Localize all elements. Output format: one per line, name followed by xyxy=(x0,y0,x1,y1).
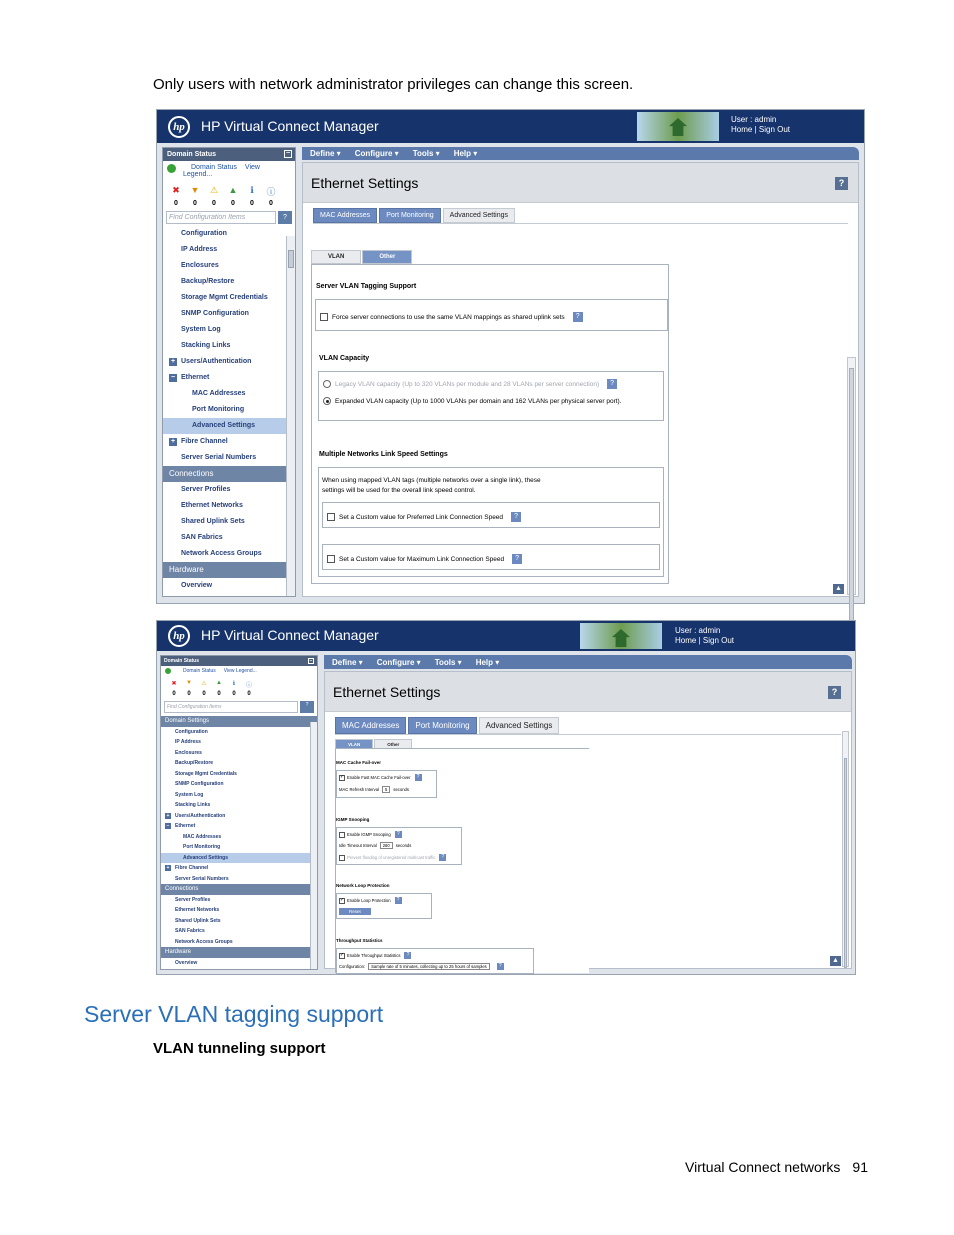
help-icon[interactable]: ? xyxy=(300,701,314,713)
tree-item-label: Stacking Links xyxy=(181,342,231,349)
section-title: Server VLAN tagging support xyxy=(84,1001,384,1027)
tree-item-port-monitoring[interactable] xyxy=(163,402,295,418)
tree-item-label: Ethernet xyxy=(181,374,210,381)
tree-item-ethernet[interactable] xyxy=(161,821,317,832)
house-arrow-icon xyxy=(612,629,630,647)
tree-item-label: Hardware xyxy=(169,565,204,574)
tree-item-server-profiles[interactable] xyxy=(163,482,295,498)
user-box: User : admin Home | Sign Out xyxy=(675,626,735,645)
tree-item-server-serial-numbers[interactable] xyxy=(161,874,317,885)
domain-status-header: Domain Status − xyxy=(161,656,317,666)
intro-text: Only users with network administrator privileges can change this screen. xyxy=(153,76,634,93)
page-header xyxy=(325,672,851,712)
tree-item-san-fabrics[interactable] xyxy=(161,926,317,937)
find-config-input[interactable]: Find Configuration Items xyxy=(164,701,298,713)
main-scrollbar[interactable] xyxy=(842,731,849,967)
tree-item-connections[interactable] xyxy=(161,884,317,895)
minimize-icon[interactable]: − xyxy=(309,658,313,664)
vlan-capacity-label: VLAN Capacity xyxy=(319,355,370,362)
status-icons xyxy=(163,181,295,198)
help-icon[interactable]: ? xyxy=(497,963,504,970)
collapse-icon[interactable]: − xyxy=(170,374,176,381)
menu-configure[interactable]: Configure ▾ xyxy=(354,149,399,158)
scroll-thumb[interactable] xyxy=(288,250,294,268)
help-icon[interactable]: ? xyxy=(828,686,841,699)
nav-tree-items xyxy=(161,727,317,967)
tree-item-configuration[interactable] xyxy=(161,727,317,738)
help-icon[interactable]: ? xyxy=(278,211,292,224)
user-label: User : admin xyxy=(675,626,721,635)
tab-advanced-settings[interactable]: Advanced Settings xyxy=(479,717,560,734)
subtab-other[interactable]: Other xyxy=(374,739,412,750)
tree-item-label: MAC Addresses xyxy=(192,390,246,397)
tree-item-network-access-groups[interactable] xyxy=(163,546,295,562)
tree-item-connections[interactable] xyxy=(163,466,295,482)
idle-timeout-label: Idle Timeout Interval xyxy=(339,843,377,848)
prevent-flood-label: Prevent flooding of unregistered multicast traffic xyxy=(347,855,436,860)
tree-item-enclosures[interactable] xyxy=(163,258,295,274)
vlan-settings-panel xyxy=(311,264,669,584)
enable-igmp-checkbox[interactable] xyxy=(339,832,345,838)
tree-item-label: Hardware xyxy=(165,949,192,955)
tree-item-label: Enclosures xyxy=(175,749,202,756)
maximum-speed-label: Set a Custom value for Maximum Link Connection Speed xyxy=(339,555,505,563)
preferred-speed-box xyxy=(322,502,660,528)
tree-item-shared-uplink-sets[interactable] xyxy=(163,514,295,530)
enable-throughput-label: Enable Throughput Statistics xyxy=(347,953,401,958)
tree-item-overview[interactable] xyxy=(163,578,295,594)
vcm-screenshot-other xyxy=(156,620,856,975)
warning-icon[interactable]: ⚠ xyxy=(209,185,219,195)
help-icon[interactable]: ? xyxy=(511,512,521,522)
igmp-label: IGMP Snooping xyxy=(336,817,370,822)
mac-interval-label: MAC Refresh Interval xyxy=(339,787,380,792)
tree-item-label: SNMP Configuration xyxy=(175,781,224,787)
nav-tree xyxy=(163,226,295,589)
tree-item-label: Port Monitoring xyxy=(192,406,245,413)
tree-item-users-authentication[interactable] xyxy=(163,354,295,370)
major-icon[interactable]: ▼ xyxy=(190,185,200,195)
force-server-checkbox[interactable] xyxy=(320,313,328,321)
tree-item-advanced-settings[interactable] xyxy=(163,418,295,434)
tree-item-hardware[interactable] xyxy=(161,947,317,958)
scroll-top-icon[interactable]: ▲ xyxy=(833,584,844,594)
tree-item-label: Ethernet xyxy=(175,823,196,829)
tree-item-label: Fibre Channel xyxy=(181,438,228,445)
tree-item-san-fabrics[interactable] xyxy=(163,530,295,546)
status-counts: 0 0 0 0 0 0 xyxy=(174,200,273,207)
igmp-box xyxy=(336,827,462,865)
find-config xyxy=(161,701,317,713)
tree-item-label: Ethernet Networks xyxy=(181,502,243,509)
multi-network-box xyxy=(318,467,664,577)
tree-item-label: Overview xyxy=(175,959,198,966)
critical-icon[interactable]: ✖ xyxy=(172,185,180,195)
menu-configure[interactable]: Configure ▾ xyxy=(376,657,421,667)
footer-text: Virtual Connect networks xyxy=(685,1159,841,1175)
tree-item-stacking-links[interactable] xyxy=(163,338,295,354)
tree-item-label: Port Monitoring xyxy=(183,844,221,850)
seconds-label: seconds xyxy=(393,787,409,792)
domain-status-links xyxy=(163,161,295,181)
help-icon[interactable]: ? xyxy=(512,554,522,564)
enable-mac-checkbox[interactable] xyxy=(339,775,345,781)
menu-tools[interactable]: Tools ▾ xyxy=(412,149,440,158)
tree-item-label: Shared Uplink Sets xyxy=(181,518,245,525)
menu-help[interactable]: Help ▾ xyxy=(475,657,500,667)
tree-item-label: Server Profiles xyxy=(175,896,211,903)
tree-item-backup-restore[interactable] xyxy=(163,274,295,290)
preferred-speed-checkbox[interactable] xyxy=(327,513,335,521)
tree-item-snmp-configuration[interactable] xyxy=(161,779,317,790)
app-title: HP Virtual Connect Manager xyxy=(201,627,379,643)
tree-item-label: Advanced Settings xyxy=(183,854,229,861)
multi-network-label: Multiple Networks Link Speed Settings xyxy=(319,451,448,458)
tree-item-mac-addresses[interactable] xyxy=(161,832,317,843)
app-banner xyxy=(157,621,855,651)
vlan-capacity-box xyxy=(318,371,664,421)
enable-throughput-checkbox[interactable] xyxy=(339,953,345,959)
subtab-vlan[interactable]: VLAN xyxy=(311,250,361,264)
tree-item-shared-uplink-sets[interactable] xyxy=(161,916,317,927)
banner-image xyxy=(637,112,719,141)
tree-item-label: Overview xyxy=(181,582,213,589)
menu-help[interactable]: Help ▾ xyxy=(453,149,478,158)
prevent-flood-checkbox[interactable] xyxy=(339,855,345,861)
subsection-title: VLAN tunneling support xyxy=(153,1040,326,1057)
subtab-other[interactable]: Other xyxy=(362,250,412,264)
nav-tree xyxy=(161,716,317,727)
tree-item-label: Users/Authentication xyxy=(175,812,226,819)
advanced-subtabs xyxy=(311,250,412,264)
loop-protection-label: Network Loop Protection xyxy=(336,883,390,888)
tree-item-label: Connections xyxy=(165,886,199,892)
tree-item-label: IP Address xyxy=(175,739,201,745)
help-icon[interactable]: ? xyxy=(835,177,848,190)
config-label: Configuration: xyxy=(339,964,366,969)
tree-item-label: Server Profiles xyxy=(181,486,231,493)
page-title: Ethernet Settings xyxy=(311,175,419,191)
info-icon[interactable]: ℹ xyxy=(250,185,254,195)
find-config-input[interactable]: Find Configuration Items xyxy=(166,211,276,224)
tree-item-label: Configuration xyxy=(181,230,227,237)
enable-igmp-label: Enable IGMP Snooping xyxy=(347,832,391,837)
tree-item-enclosures[interactable] xyxy=(161,748,317,759)
scroll-thumb[interactable] xyxy=(844,758,847,968)
tree-domain-settings[interactable]: Domain Settings xyxy=(161,716,317,727)
menu-bar xyxy=(324,655,852,669)
tree-item-ethernet-networks[interactable] xyxy=(161,905,317,916)
collapse-icon[interactable]: − xyxy=(166,823,170,829)
tree-item-mac-addresses[interactable] xyxy=(163,386,295,402)
main-panel xyxy=(302,162,859,597)
tree-item-system-log[interactable] xyxy=(161,790,317,801)
help-icon[interactable]: ? xyxy=(607,379,617,389)
tree-item-overview[interactable] xyxy=(161,958,317,969)
vcm-screenshot-vlan xyxy=(156,109,865,604)
tree-item-fibre-channel[interactable] xyxy=(161,863,317,874)
minor-icon[interactable]: ▲ xyxy=(228,185,238,195)
app-title: HP Virtual Connect Manager xyxy=(201,118,379,134)
server-tagging-box xyxy=(315,299,668,331)
info-icon[interactable]: ℹ xyxy=(232,681,236,687)
help-icon[interactable]: ? xyxy=(395,897,402,904)
legacy-capacity-label: Legacy VLAN capacity (Up to 320 VLANs per module and 28 VLANs per server connection) xyxy=(335,380,600,388)
tree-item-label: System Log xyxy=(181,326,221,333)
user-box: User : admin Home | Sign Out xyxy=(731,115,791,134)
reset-button[interactable]: Reset xyxy=(339,908,371,915)
minimize-icon[interactable]: − xyxy=(285,150,291,157)
tree-item-port-monitoring[interactable] xyxy=(161,842,317,853)
mac-cache-label: MAC Cache Fail-over xyxy=(336,760,382,765)
tree-item-ip-address[interactable] xyxy=(161,737,317,748)
left-panel xyxy=(162,147,296,597)
loop-protection-box xyxy=(336,893,432,919)
tree-item-label: Network Access Groups xyxy=(181,550,262,557)
server-tagging-label: Server VLAN Tagging Support xyxy=(316,283,417,290)
expand-icon[interactable]: + xyxy=(170,438,176,445)
config-select[interactable]: Sample rate of 5 minutes, collecting up to 25 hours of samples xyxy=(368,963,490,970)
user-label: User : admin xyxy=(731,115,777,124)
domain-status-header: Domain Status − xyxy=(163,148,295,161)
tree-item-label: Storage Mgmt Credentials xyxy=(181,294,268,301)
tab-divider xyxy=(335,734,841,735)
help-icon[interactable]: ? xyxy=(439,854,446,861)
enable-loop-label: Enable Loop Protection xyxy=(347,898,391,903)
help-icon[interactable]: ? xyxy=(573,312,583,322)
enable-loop-checkbox[interactable] xyxy=(339,898,345,904)
menu-define[interactable]: Define ▾ xyxy=(310,149,341,158)
expanded-capacity-radio[interactable] xyxy=(323,397,331,405)
status-icons xyxy=(161,676,317,689)
tree-item-ethernet[interactable] xyxy=(163,370,295,386)
status-counts: 0 0 0 0 0 0 xyxy=(172,691,251,697)
multi-network-desc: When using mapped VLAN tags (multiple networks over a single link), these xyxy=(322,477,541,484)
tree-item-label: Shared Uplink Sets xyxy=(175,917,221,924)
multi-network-desc-2: settings will be used for the overall link speed control. xyxy=(322,487,476,494)
tree-item-label: Server Serial Numbers xyxy=(181,454,257,461)
unknown-icon[interactable]: ⓘ xyxy=(266,187,276,197)
left-scrollbar[interactable] xyxy=(286,236,295,596)
scroll-top-icon[interactable]: ▲ xyxy=(830,956,841,966)
view-legend-link[interactable]: View Legend... xyxy=(183,164,260,178)
hp-logo-icon: hp xyxy=(168,116,190,138)
help-icon[interactable]: ? xyxy=(395,831,402,838)
subtab-vlan[interactable]: VLAN xyxy=(335,739,373,750)
tree-item-advanced-settings[interactable] xyxy=(161,853,317,864)
hp-logo-icon: hp xyxy=(168,625,190,647)
tree-item-users-authentication[interactable] xyxy=(161,811,317,822)
tree-item-storage-mgmt-credentials[interactable] xyxy=(161,769,317,780)
tree-item-label: Backup/Restore xyxy=(175,760,214,766)
tree-item-label: SNMP Configuration xyxy=(181,310,249,317)
tab-port-monitoring[interactable]: Port Monitoring xyxy=(379,208,440,223)
tab-mac-addresses[interactable]: MAC Addresses xyxy=(313,208,377,223)
left-panel xyxy=(160,655,318,970)
maximum-speed-box xyxy=(322,544,660,570)
unknown-icon[interactable]: ⓘ xyxy=(245,683,252,689)
enable-mac-label: Enable Fast MAC Cache Fail-over xyxy=(347,775,411,780)
tree-item-label: Ethernet Networks xyxy=(175,907,220,913)
tree-item-label: System Log xyxy=(175,791,204,798)
find-config xyxy=(163,211,295,224)
tab-divider xyxy=(313,223,848,224)
throughput-box xyxy=(336,948,534,974)
tab-port-monitoring[interactable]: Port Monitoring xyxy=(408,717,476,734)
minor-icon[interactable]: ▲ xyxy=(216,680,222,686)
seconds-label: seconds xyxy=(395,843,412,848)
expand-icon[interactable]: + xyxy=(170,358,176,365)
throughput-label: Throughput Statistics xyxy=(336,938,383,943)
help-icon[interactable]: ? xyxy=(404,952,411,959)
menu-define[interactable]: Define ▾ xyxy=(332,657,363,667)
tree-item-label: Configuration xyxy=(175,728,208,735)
banner-image xyxy=(580,623,662,649)
expanded-capacity-label: Expanded VLAN capacity (Up to 1000 VLANs per domain and 162 VLANs per physical server port). xyxy=(335,397,622,405)
warning-icon[interactable]: ⚠ xyxy=(201,681,207,687)
tree-item-label: Backup/Restore xyxy=(181,278,235,285)
settings-tabs xyxy=(313,208,515,223)
menu-tools[interactable]: Tools ▾ xyxy=(434,657,462,667)
domain-status-links xyxy=(161,666,317,676)
domain-status-link[interactable]: Domain Status xyxy=(191,164,237,171)
house-arrow-icon xyxy=(669,118,687,136)
preferred-speed-label: Set a Custom value for Preferred Link Connection Speed xyxy=(339,513,504,521)
tree-item-label: MAC Addresses xyxy=(183,833,222,840)
menu-bar xyxy=(302,147,859,160)
page-title: Ethernet Settings xyxy=(333,684,441,700)
tree-item-ethernet-networks[interactable] xyxy=(163,498,295,514)
tree-item-label: Advanced Settings xyxy=(192,422,256,429)
tree-item-backup-restore[interactable] xyxy=(161,758,317,769)
other-settings-panel xyxy=(335,748,589,973)
tree-item-label: Fibre Channel xyxy=(175,865,209,871)
tree-item-snmp-configuration[interactable] xyxy=(163,306,295,322)
tree-item-label: IP Address xyxy=(181,246,218,253)
force-server-label: Force server connections to use the same VLAN mappings as shared uplink sets xyxy=(332,313,565,321)
critical-icon[interactable]: ✖ xyxy=(171,681,177,687)
tree-item-label: Storage Mgmt Credentials xyxy=(175,770,237,777)
main-panel xyxy=(324,671,852,969)
home-link[interactable]: Home xyxy=(731,125,753,134)
home-link[interactable]: Home xyxy=(675,636,697,645)
tree-item-fibre-channel[interactable] xyxy=(163,434,295,450)
tree-item-system-log[interactable] xyxy=(163,322,295,338)
main-scrollbar[interactable] xyxy=(847,357,856,595)
tree-item-server-profiles[interactable] xyxy=(161,895,317,906)
tree-item-label: Connections xyxy=(169,469,214,478)
page-header xyxy=(303,163,858,203)
tree-item-label: Users/Authentication xyxy=(181,358,252,365)
help-icon[interactable]: ? xyxy=(415,774,422,781)
expand-icon[interactable]: + xyxy=(166,812,170,819)
page-footer xyxy=(685,1159,868,1175)
tree-item-label: SAN Fabrics xyxy=(181,534,223,541)
domain-status-link[interactable]: Domain Status xyxy=(183,668,216,674)
sign-out-link[interactable]: Sign Out xyxy=(702,636,735,645)
tree-item-network-access-groups[interactable] xyxy=(161,937,317,948)
tree-item-ip-address[interactable] xyxy=(163,242,295,258)
tree-item-label: Stacking Links xyxy=(175,802,211,808)
major-icon[interactable]: ▼ xyxy=(186,680,192,686)
settings-tabs xyxy=(335,717,559,734)
page-number: 91 xyxy=(852,1159,868,1175)
tab-mac-addresses[interactable]: MAC Addresses xyxy=(335,717,406,734)
tree-item-label: SAN Fabrics xyxy=(175,928,205,934)
expand-icon[interactable]: + xyxy=(166,865,170,871)
tree-item-hardware[interactable] xyxy=(163,562,295,578)
tab-advanced-settings[interactable]: Advanced Settings xyxy=(443,208,515,223)
sign-out-link[interactable]: Sign Out xyxy=(758,125,791,134)
app-banner xyxy=(157,110,864,143)
idle-timeout-field[interactable]: 260 xyxy=(380,842,393,849)
view-legend-link[interactable]: View Legend... xyxy=(223,668,257,674)
tree-item-storage-mgmt-credentials[interactable] xyxy=(163,290,295,306)
mac-cache-box xyxy=(336,770,437,798)
left-scrollbar[interactable] xyxy=(310,722,317,969)
maximum-speed-checkbox[interactable] xyxy=(327,555,335,563)
tree-item-label: Enclosures xyxy=(181,262,219,269)
tree-item-stacking-links[interactable] xyxy=(161,800,317,811)
tree-item-server-serial-numbers[interactable] xyxy=(163,450,295,466)
status-ok-icon xyxy=(165,668,171,674)
tree-item-label: Network Access Groups xyxy=(175,938,233,945)
status-ok-icon xyxy=(167,164,176,173)
legacy-capacity-radio[interactable] xyxy=(323,380,331,388)
mac-interval-field[interactable]: 5 xyxy=(382,786,390,793)
tree-item-label: Server Serial Numbers xyxy=(175,875,229,882)
scroll-thumb[interactable] xyxy=(849,368,854,658)
tree-item-configuration[interactable] xyxy=(163,226,295,242)
